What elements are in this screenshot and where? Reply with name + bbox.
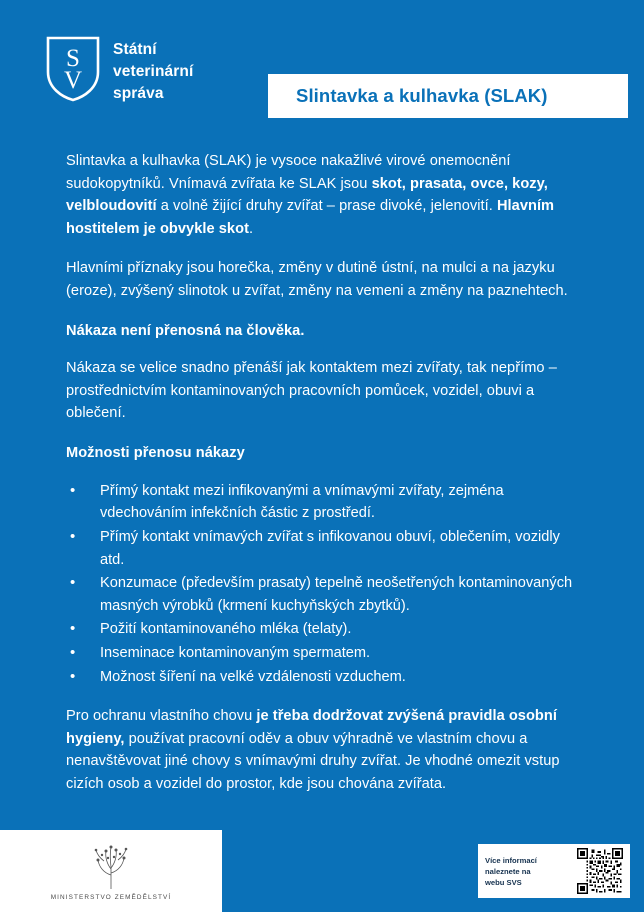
- svg-text:S: S: [66, 45, 80, 72]
- state-veterinary-administration-crest-icon: [46, 36, 100, 102]
- more-info-line-3: webu SVS: [485, 877, 522, 887]
- poster-body: [66, 150, 582, 813]
- svs-logo: [46, 36, 193, 105]
- organization-line-3: správa: [113, 85, 164, 102]
- transmission-list: [66, 480, 582, 688]
- ministry-logo-block: [0, 830, 222, 912]
- page-title: Slintavka a kulhavka (SLAK): [296, 85, 548, 106]
- paragraph-symptoms: Hlavními příznaky jsou horečka, změny v dutině ústní, na mulci a na jazyku (eroze), zvýšený slinotok u zvířat, změny na vemeni a změny na paznehtech.: [66, 260, 568, 300]
- organization-name: [113, 36, 193, 105]
- text-run-3: Hlavním hostitelem je obvykle skot: [66, 198, 555, 237]
- paragraph-intro: [66, 150, 582, 240]
- more-info-text: [485, 855, 571, 888]
- text-run-1: skot, prasata, ovce, kozy, velbloudovití: [66, 175, 548, 215]
- more-info-line-1: Více informací: [485, 855, 537, 865]
- text-run-4: .: [248, 220, 254, 237]
- qr-code-icon[interactable]: [577, 848, 623, 894]
- text-run-2: používat pracovní oděv a obuv výhradně ve vlastním chovu a nenavštěvovat jiné chovy s vnímavými druhy zvířat. Je vhodné omezit vstup cizích osob a vozidel do prostor, kde jsou chována zvířata.: [66, 730, 560, 793]
- more-info-block: [478, 844, 630, 898]
- title-banner: [268, 74, 628, 118]
- svg-text:V: V: [63, 67, 83, 94]
- ministry-caption: MINISTERSTVO ZEMĚDĚLSTVÍ: [50, 894, 172, 901]
- poster-header: [0, 0, 644, 130]
- list-item: • Inseminace kontaminovaným spermatem.: [66, 642, 582, 665]
- organization-line-1: Státní: [113, 41, 157, 58]
- list-item: • Konzumace (především prasaty) tepelně neošetřených kontaminovaných masných výrobků (krmení kuchyňských zbytků).: [66, 572, 582, 617]
- list-item: • Požití kontaminovaného mléka (telaty).: [66, 618, 582, 641]
- text-run-2: a volně žijící druhy zvířat – prase divoké, jelenovití.: [156, 198, 497, 215]
- text-run-1: je třeba dodržovat zvýšená pravidla osobní hygieny,: [66, 708, 557, 747]
- heading-transmission-options: Možnosti přenosu nákazy: [66, 445, 245, 462]
- paragraph-protection: [66, 705, 582, 795]
- paragraph-transmission: Nákaza se velice snadno přenáší jak kontaktem mezi zvířaty, tak nepřímo – prostřednictvím kontaminovaných pracovních pomůcek, vozidel, obuvi a oblečení.: [66, 360, 557, 422]
- list-item: • Přímý kontakt vnímavých zvířat s infikovanou obuví, oblečením, vozidly atd.: [66, 526, 582, 571]
- text-run-0: Pro ochranu vlastního chovu: [66, 708, 257, 725]
- more-info-line-2: naleznete na: [485, 866, 531, 876]
- text-run-0: Slintavka a kulhavka (SLAK) je vysoce nakažlivé virové onemocnění sudokopytníků. Vnímavá zvířata ke SLAK jsou: [66, 153, 511, 192]
- list-item: • Přímý kontakt mezi infikovanými a vnímavými zvířaty, zejména vdechováním infekčních částic z prostředí.: [66, 480, 582, 525]
- tree-logo-icon: [51, 841, 172, 901]
- heading-not-transmissible: Nákaza není přenosná na člověka.: [66, 322, 305, 339]
- organization-line-2: veterinární: [113, 63, 194, 80]
- list-item: • Možnost šíření na velké vzdálenosti vzduchem.: [66, 666, 582, 689]
